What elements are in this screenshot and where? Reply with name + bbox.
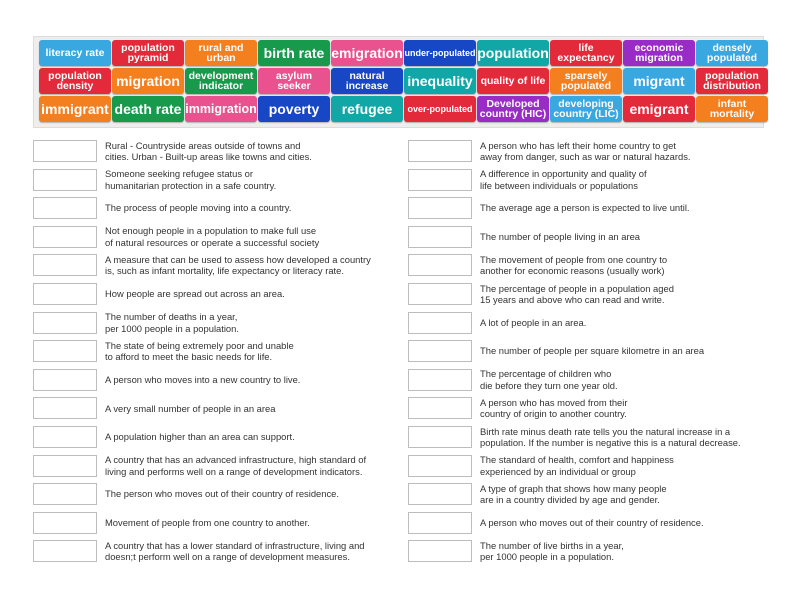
- answer-drop-zone[interactable]: [408, 169, 472, 191]
- match-row: [33, 166, 413, 194]
- answer-drop-zone[interactable]: [408, 426, 472, 448]
- definition-text: A person who moves into a new country to live.: [105, 374, 301, 386]
- word-chip-label: quality of life: [480, 74, 546, 87]
- match-row: [408, 251, 788, 279]
- answer-drop-zone[interactable]: [33, 312, 97, 334]
- match-row: [408, 166, 788, 194]
- answer-drop-zone[interactable]: [408, 140, 472, 162]
- answer-drop-zone[interactable]: [408, 540, 472, 562]
- word-chip-label: over-populated: [407, 103, 473, 114]
- word-chip-label: immigrant: [41, 101, 109, 117]
- word-chip-label: emigration: [331, 45, 403, 61]
- match-row: [33, 251, 413, 279]
- answer-drop-zone[interactable]: [33, 369, 97, 391]
- definition-text: The number of people living in an area: [480, 231, 640, 243]
- definition-text: Not enough people in a population to make full use of natural resources or operate a successful society: [105, 225, 320, 248]
- definition-text: The person who moves out of their country of residence.: [105, 488, 339, 500]
- match-row: [33, 423, 413, 451]
- word-chip-label: asylum seeker: [275, 69, 313, 92]
- match-row: [33, 337, 413, 365]
- definition-text: The process of people moving into a country.: [105, 202, 292, 214]
- answer-drop-zone[interactable]: [33, 512, 97, 534]
- word-chip-label: population density: [48, 69, 102, 92]
- definition-text: Rural - Countryside areas outside of towns and cities. Urban - Built-up areas like towns and cities.: [105, 139, 312, 162]
- answer-drop-zone[interactable]: [33, 197, 97, 219]
- word-chip-label: life expectancy: [557, 41, 615, 64]
- answer-drop-zone[interactable]: [33, 283, 97, 305]
- definition-text: The number of people per square kilometre in an area: [480, 345, 705, 357]
- match-row: [33, 223, 413, 251]
- word-chip-label: under-populated: [404, 47, 476, 58]
- answer-drop-zone[interactable]: [408, 512, 472, 534]
- answer-drop-zone[interactable]: [33, 169, 97, 191]
- word-chip-label: immigration: [185, 101, 257, 116]
- definition-text: A person who has moved from their country of origin to another country.: [480, 396, 628, 420]
- definition-text: Birth rate minus death rate tells you the natural increase in a population. If the number is negative this is a natural decrease.: [480, 425, 741, 448]
- answer-drop-zone[interactable]: [408, 397, 472, 419]
- match-row: [408, 509, 788, 537]
- match-row: [408, 194, 788, 222]
- match-row: [408, 537, 788, 565]
- definition-text: Someone seeking refugee status or humanitarian protection in a safe country.: [105, 168, 277, 191]
- match-row: [33, 394, 413, 422]
- word-chip-label: emigrant: [629, 101, 689, 117]
- definition-text: The number of live births in a year, per 1000 people in a population.: [480, 539, 624, 563]
- definition-text: A population higher than an area can support.: [105, 431, 295, 443]
- answer-drop-zone[interactable]: [33, 340, 97, 362]
- word-chip-label: densely populated: [706, 41, 758, 64]
- match-row: [33, 480, 413, 508]
- answer-drop-zone[interactable]: [33, 226, 97, 248]
- answer-drop-zone[interactable]: [33, 254, 97, 276]
- word-chip-label: economic migration: [634, 41, 684, 64]
- answer-drop-zone[interactable]: [408, 226, 472, 248]
- word-chip-label: birth rate: [263, 45, 325, 61]
- answer-drop-zone[interactable]: [33, 483, 97, 505]
- definition-text: How people are spread out across an area.: [105, 288, 285, 300]
- match-row: [33, 509, 413, 537]
- word-chip-label: developing country (LIC): [553, 97, 619, 120]
- definition-text: A country that has a lower standard of infrastructure, living and doesn;t perform well on a range of development measures.: [105, 539, 365, 563]
- word-chip-label: infant mortality: [709, 97, 755, 120]
- definition-text: A lot of people in an area.: [480, 316, 587, 328]
- match-row: [33, 137, 413, 165]
- answer-drop-zone[interactable]: [408, 197, 472, 219]
- answer-drop-zone[interactable]: [408, 340, 472, 362]
- answer-drop-zone[interactable]: [33, 426, 97, 448]
- definition-text: A measure that can be used to assess how developed a country is, such as infant mortality, life expectancy or literacy rate.: [105, 253, 371, 277]
- answer-drop-zone[interactable]: [408, 312, 472, 334]
- match-row: [33, 280, 413, 308]
- match-row: [33, 452, 413, 480]
- definition-text: The average age a person is expected to live until.: [480, 202, 690, 214]
- match-row: [408, 452, 788, 480]
- word-chip-label: migration: [116, 73, 180, 89]
- answer-drop-zone[interactable]: [408, 455, 472, 477]
- definition-text: A type of graph that shows how many people are in a country divided by age and gender.: [480, 482, 667, 506]
- definition-text: The standard of health, comfort and happiness experienced by an individual or group: [480, 454, 674, 477]
- answer-drop-zone[interactable]: [33, 455, 97, 477]
- match-row: [33, 366, 413, 394]
- match-row: [408, 337, 788, 365]
- definition-text: A very small number of people in an area: [105, 402, 276, 414]
- word-chip-label: rural and urban: [198, 41, 244, 64]
- definition-text: The movement of people from one country to another for economic reasons (usually work): [480, 253, 668, 277]
- answer-drop-zone[interactable]: [408, 254, 472, 276]
- answer-drop-zone[interactable]: [33, 540, 97, 562]
- word-chip-label: population: [477, 45, 549, 61]
- answer-drop-zone[interactable]: [33, 397, 97, 419]
- definition-text: The percentage of children who die before they turn one year old.: [480, 368, 618, 391]
- match-row: [408, 280, 788, 308]
- match-row: [33, 309, 413, 337]
- answer-drop-zone[interactable]: [408, 369, 472, 391]
- match-row: [33, 194, 413, 222]
- definition-text: A person who moves out of their country of residence.: [480, 517, 704, 529]
- word-chip-label: population distribution: [703, 69, 761, 92]
- definition-text: The number of deaths in a year, per 1000 people in a population.: [105, 311, 239, 334]
- word-chip-label: refugee: [341, 101, 393, 117]
- definition-text: The percentage of people in a population aged 15 years and above who can read and write.: [480, 282, 674, 305]
- definition-text: A country that has an advanced infrastructure, high standard of living and performs well on a range of development indicators.: [105, 454, 367, 477]
- definition-text: Movement of people from one country to another.: [105, 517, 310, 529]
- answer-drop-zone[interactable]: [408, 283, 472, 305]
- word-chip-label: poverty: [268, 101, 320, 117]
- answer-drop-zone[interactable]: [408, 483, 472, 505]
- word-chip-label: literacy rate: [45, 46, 105, 59]
- match-row: [408, 423, 788, 451]
- definition-text: A difference in opportunity and quality of life between individuals or populations: [480, 168, 647, 191]
- match-row: [408, 137, 788, 165]
- word-chip-label: migrant: [633, 73, 685, 89]
- word-chip-label: population pyramid: [121, 41, 175, 64]
- definition-text: The state of being extremely poor and unable to afford to meet the basic needs for life.: [105, 339, 294, 363]
- answer-drop-zone[interactable]: [33, 140, 97, 162]
- word-chip-label: inequality: [407, 73, 473, 89]
- match-row: [408, 366, 788, 394]
- definition-text: A person who has left their home country to get away from danger, such as war or natural hazards.: [480, 139, 691, 162]
- match-row: [408, 480, 788, 508]
- word-chip-label: natural increase: [345, 69, 389, 92]
- match-row: [408, 394, 788, 422]
- match-row: [33, 537, 413, 565]
- word-chip-label: development indicator: [188, 69, 254, 92]
- word-chip-label: death rate: [114, 101, 182, 117]
- match-row: [408, 309, 788, 337]
- word-chip-label: Developed country (HIC): [479, 97, 547, 120]
- word-chip-label: sparsely populated: [560, 69, 612, 92]
- match-row: [408, 223, 788, 251]
